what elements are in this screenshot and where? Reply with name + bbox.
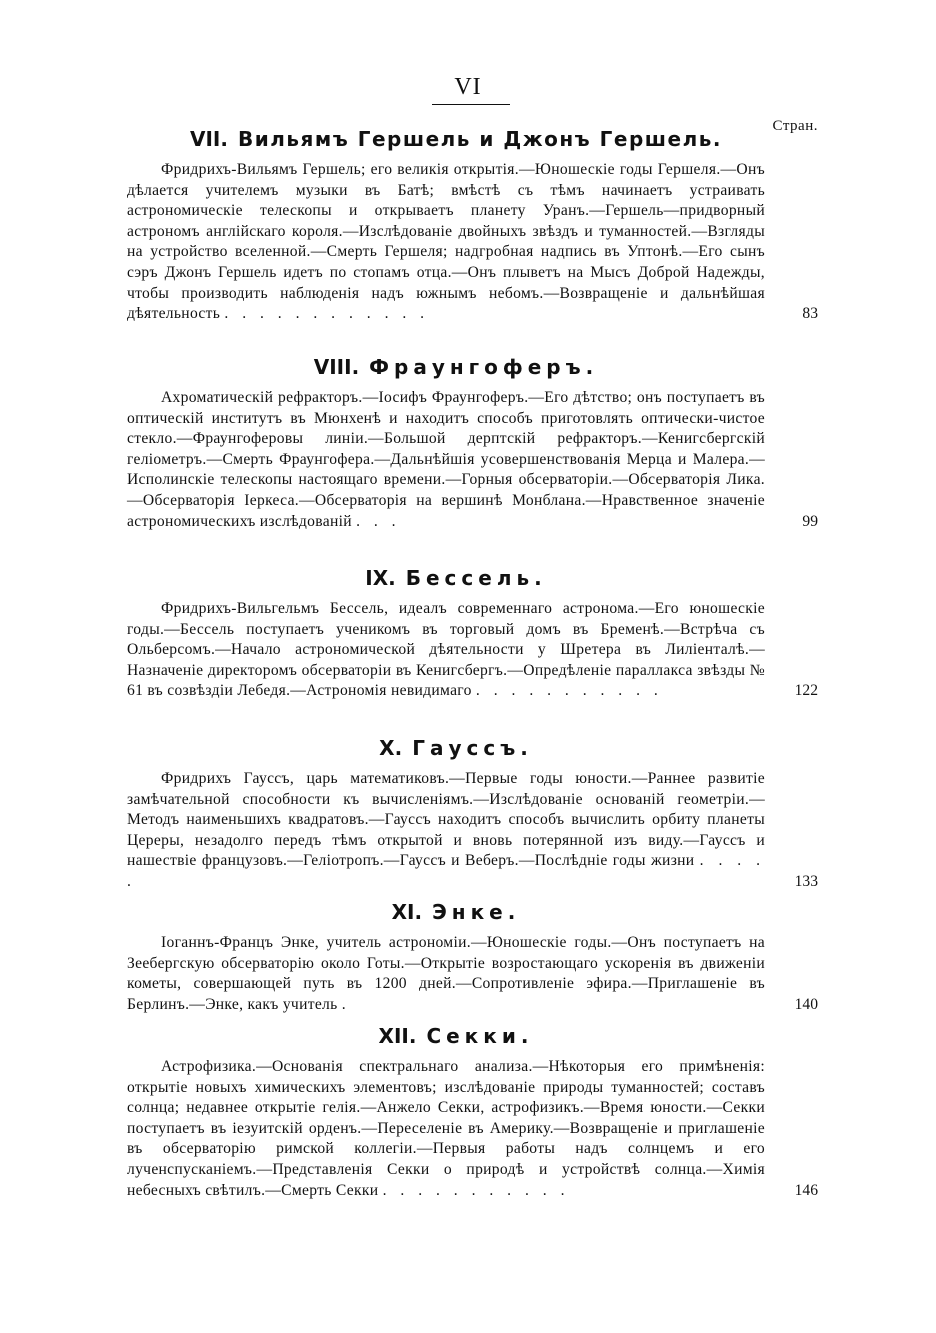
section-heading <box>0 126 924 152</box>
summary-text: Іоганнъ-Францъ Энке, учитель астрономіи.—Юношескіе годы.—Онъ поступаетъ на Зеебергскую обсерваторію около Готы.—Открытіе возростающаго ускоренія въ движеніи кометы, совершающей путь въ 1200 дней.—Сопротивленіе эфира.—Приглашеніе въ Берлинъ.—Энке, какъ учитель <box>127 934 765 1013</box>
section-title: Гауссъ. <box>412 736 533 760</box>
page-reference: 146 <box>794 1181 818 1199</box>
section-summary <box>127 769 765 893</box>
section-entry <box>0 933 936 1015</box>
summary-text: Астрофизика.—Основанія спектральнаго анализа.—Нѣкоторыя его примѣненія: открытіе новыхъ химическихъ элементовъ; изслѣдованіе природы туманностей; составъ солнца; недавнее открытіе гелія.—Анжело Секки, астрофизикъ.—Время юности.—Секки поступаетъ въ іезуитскій орденъ.—Переселеніе въ Америку.—Возвращеніе и приглашеніе въ обсерваторію римской коллегіи.—Первыя работы надъ солнцемъ и его лученспусканіемъ.—Представленія Секки о природѣ и устройствѣ солнца.—Химія небесныхъ свѣтилъ.—Смерть Секки <box>127 1058 765 1199</box>
section-summary <box>127 388 765 532</box>
page-reference: 122 <box>794 682 818 700</box>
summary-text: Фридрихъ-Вильгельмъ Бессель, идеалъ современнаго астронома.—Его юношескіе годы.—Бессель поступаетъ ученикомъ въ торговый домъ въ Бременѣ.—Встрѣча съ Ольберсомъ.—Начало астрономической дѣятельности у Шретера въ Лиліенталѣ.—Назначеніе директоромъ обсерваторіи въ Кенигсбергъ.—Опредѣленіе параллакса звѣзды № 61 въ созвѣздіи Лебедя.—Астрономія невидимаго <box>127 600 765 700</box>
section-summary <box>127 933 765 1015</box>
toc-section-8 <box>0 354 936 532</box>
toc-section-11 <box>0 899 936 1015</box>
section-heading <box>0 354 924 380</box>
section-entry <box>0 160 936 325</box>
toc-section-12 <box>0 1023 936 1201</box>
dot-leader: . . . . . . . . . . . <box>475 682 663 700</box>
page-reference: 133 <box>794 872 818 890</box>
section-summary <box>127 1057 765 1201</box>
page-reference: 83 <box>802 305 818 323</box>
dot-leader: . . . <box>356 512 401 530</box>
section-title: Секки. <box>426 1024 534 1048</box>
summary-text: Фридрихъ-Вильямъ Гершель; его великія открытія.—Юношескіе годы Гершеля.—Онъ дѣлается учителемъ музыки въ Батѣ; вмѣстѣ съ тѣмъ начинаетъ устраивать астрономическіе телескопы и открываетъ планету Уранъ.—Гершель—придворный астрономъ англійскаго короля.—Изслѣдованіе двойныхъ звѣздъ и туманностей.—Взгляды на устройство вселенной.—Смерть Гершеля; надгробная надпись въ Уптонѣ.—Его сынъ сэръ Джонъ Гершель идетъ по стопамъ отца.—Онъ плыветъ на Мысъ Доброй Надежды, чтобы производить наблюденія надъ южнымъ небомъ.—Возвращеніе и дальнѣйшая дѣятельность <box>127 161 765 323</box>
section-heading <box>0 565 924 591</box>
section-numeral: XI. <box>391 900 423 924</box>
section-numeral: X. <box>379 736 403 760</box>
toc-section-10 <box>0 735 936 893</box>
section-heading <box>0 735 924 761</box>
page-number: VI <box>454 74 482 100</box>
section-entry <box>0 388 936 532</box>
dot-leader: . . . . . <box>127 852 765 890</box>
section-entry <box>0 599 936 702</box>
summary-text: Ахроматическій рефракторъ.—Іосифъ Фраунгоферъ.—Его дѣтство; онъ поступаетъ въ оптическій институтъ въ Мюнхенѣ и находитъ способъ приготовлять оптически-чистое стекло.—Фраунгоферовы линіи.—Большой дерптскій рефракторъ.—Кенигсбергскій геліометръ.—Смерть Фраунгофера.—Дальнѣйшія усовершенствованія Мерца и Малера.—Исполинскіе телескопы настоящаго времени.—Горныя обсерваторіи.—Обсерваторія Лика.—Обсерваторія Іеркеса.—Обсерваторія на вершинѣ Монблана.—Нравственное значеніе астрономическихъ изслѣдованій <box>127 389 765 530</box>
section-entry <box>0 769 936 893</box>
page-column-label: Стран. <box>772 118 818 134</box>
toc-section-9 <box>0 565 936 702</box>
page-number-rule <box>432 104 510 105</box>
dot-leader: . . . . . . . . . . . . <box>224 305 430 323</box>
section-numeral: VIII. <box>313 355 360 379</box>
section-title: Фраунгоферъ. <box>369 355 599 379</box>
section-title: Энке. <box>432 900 521 924</box>
section-title: Бессель. <box>405 566 547 590</box>
summary-text: Фридрихъ Гауссъ, царь математиковъ.—Первые годы юности.—Раннее развитіе замѣчательной способности къ вычисленіямъ.—Изслѣдованіе основаній геометріи.—Методъ наименьшихъ квадратовъ.—Гауссъ находитъ способъ вычислить орбиту планеты Цереры, незадолго передъ тѣмъ открытой и вновь потерянной изъ виду.—Гауссъ и нашествіе французовъ.—Геліотропъ.—Гауссъ и Веберъ.—Послѣдніе годы жизни <box>127 770 765 870</box>
section-heading <box>0 1023 924 1049</box>
dot-leader: . <box>341 995 351 1013</box>
section-title: Вильямъ Гершель и Джонъ Гершель. <box>237 127 722 151</box>
page-reference: 99 <box>802 512 818 530</box>
section-numeral: IX. <box>365 566 396 590</box>
section-summary <box>127 599 765 702</box>
page-reference: 140 <box>794 995 818 1013</box>
toc-section-7 <box>0 126 936 325</box>
section-numeral: XII. <box>378 1024 417 1048</box>
section-summary <box>127 160 765 325</box>
section-heading <box>0 899 924 925</box>
section-entry <box>0 1057 936 1201</box>
section-numeral: VII. <box>190 127 228 151</box>
dot-leader: . . . . . . . . . . . <box>382 1181 570 1199</box>
